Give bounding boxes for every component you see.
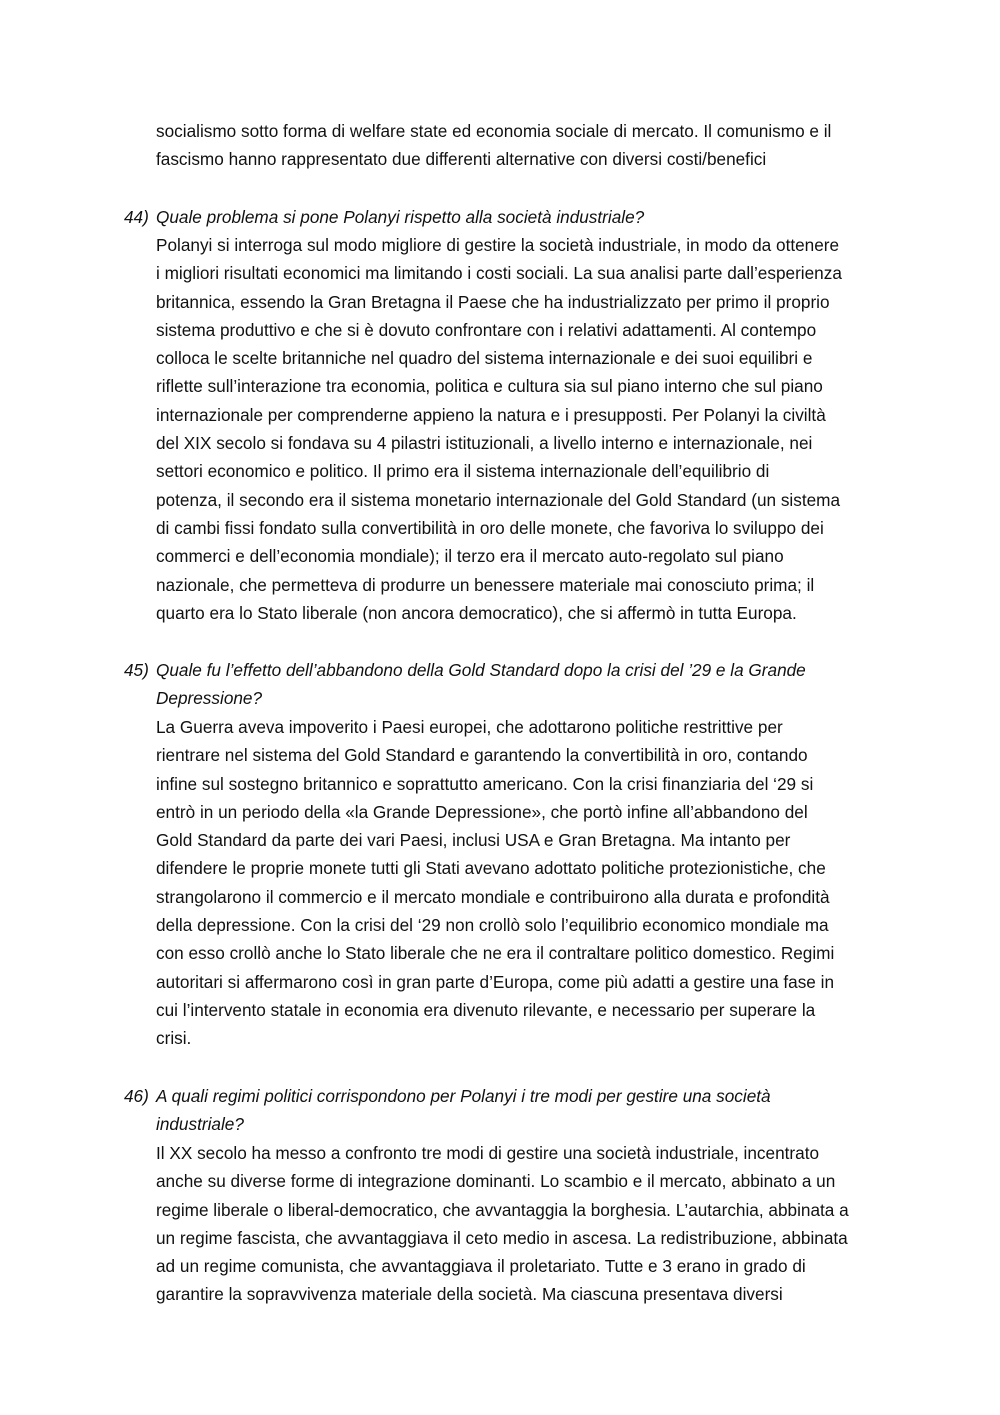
answer-line: internazionale per comprenderne appieno la natura e i presupposti. Per Polanyi la civiltà: [156, 404, 826, 425]
answer-line: crisi.: [156, 1028, 192, 1049]
question-45: [124, 656, 901, 713]
answer-line: riflette sull’interazione tra economia, politica e cultura sia sul piano interno che sul piano: [156, 376, 823, 397]
answer-line: cui l’intervento statale in economia era divenuto rilevante, e necessario per superare la: [156, 999, 816, 1020]
answer-line: Il XX secolo ha messo a confronto tre modi di gestire una società industriale, incentrato: [156, 1143, 820, 1163]
question-number: 46): [124, 1086, 149, 1106]
answer-46: [156, 1139, 901, 1309]
answer-line: di cambi fissi fondato sulla convertibilità in oro delle monete, che favoriva lo sviluppo dei: [156, 517, 824, 538]
answer-45: [156, 713, 901, 1053]
answer-line: regime liberale o liberal-democratico, che avvantaggia la borghesia. L’autarchia, abbinata a: [156, 1199, 849, 1220]
answer-44: [156, 231, 901, 627]
intro-line: socialismo sotto forma di welfare state ed economia sociale di mercato. Il comunismo e il: [156, 121, 832, 141]
answer-line: della depressione. Con la crisi del ‘29 non crollò solo l’equilibrio economico mondiale ma: [156, 915, 829, 936]
answer-line: ad un regime comunista, che avvantaggiava il proletariato. Tutte e 3 erano in grado di: [156, 1256, 806, 1277]
answer-line: del XIX secolo si fondava su 4 pilastri istituzionali, a livello interno e internazionale, nei: [156, 433, 813, 454]
answer-line: La Guerra aveva impoverito i Paesi europei, che adottarono politiche restrittive per: [156, 717, 783, 737]
answer-line: britannica, essendo la Gran Bretagna il Paese che ha industrializzato per primo il proprio: [156, 291, 830, 312]
answer-line: rientrare nel sistema del Gold Standard e garantendo la convertibilità in oro, contando: [156, 745, 808, 766]
answer-line: autoritari si affermarono così in gran parte d’Europa, come più adatti a gestire una fase in: [156, 971, 835, 992]
question-number: 45): [124, 660, 149, 680]
answer-line: quarto era lo Stato liberale (non ancora democratico), che si affermò in tutta Europa.: [156, 602, 797, 623]
question-line: A quali regimi politici corrispondono per Polanyi i tre modi per gestire una società: [156, 1086, 771, 1106]
question-46: [124, 1082, 901, 1139]
answer-line: sistema produttivo e che si è dovuto confrontare con i relativi adattamenti. Al contempo: [156, 319, 817, 340]
intro-line: fascismo hanno rappresentato due differenti alternative con diversi costi/benefici: [156, 149, 767, 170]
answer-line: un regime fascista, che avvantaggiava il ceto medio in ascesa. La redistribuzione, abbinata: [156, 1227, 848, 1248]
question-line: Depressione?: [156, 688, 263, 709]
intro-paragraph: [156, 117, 901, 174]
answer-line: commerci e dell’economia mondiale); il terzo era il mercato auto-regolato sul piano: [156, 546, 784, 567]
answer-line: difendere le proprie monete tutti gli Stati avevano adottato politiche protezionistiche, che: [156, 858, 826, 879]
answer-line: settori economico e politico. Il primo era il sistema internazionale dell’equilibrio di: [156, 461, 770, 482]
answer-line: i migliori risultati economici ma limitando i costi sociali. La sua analisi parte dall’esperienza: [156, 263, 842, 284]
question-line: Quale fu l’effetto dell’abbandono della Gold Standard dopo la crisi del ’29 e la Grande: [156, 660, 806, 680]
question-line: industriale?: [156, 1114, 244, 1135]
answer-line: strangolarono il commercio e il mercato mondiale e contribuirono alla durata e profondità: [156, 886, 830, 907]
answer-line: con esso crollò anche lo Stato liberale che ne era il contraltare politico domestico. Regimi: [156, 943, 835, 964]
question-44: [124, 203, 901, 231]
answer-line: potenza, il secondo era il sistema monetario internazionale del Gold Standard (un sistema: [156, 489, 841, 510]
answer-line: anche su diverse forme di integrazione dominanti. Lo scambio e il mercato, abbinato a un: [156, 1171, 836, 1192]
answer-line: Gold Standard da parte dei vari Paesi, inclusi USA e Gran Bretagna. Ma intanto per: [156, 830, 791, 851]
answer-line: entrò in un periodo della «la Grande Depressione», che portò infine all’abbandono del: [156, 801, 808, 822]
answer-line: Polanyi si interroga sul modo migliore di gestire la società industriale, in modo da ottenere: [156, 235, 840, 255]
answer-line: garantire la sopravvivenza materiale della società. Ma ciascuna presentava diversi: [156, 1284, 783, 1305]
answer-line: infine sul sostegno britannico e soprattutto americano. Con la crisi finanziaria del ‘29 si: [156, 773, 814, 794]
question-number: 44): [124, 207, 149, 227]
question-line: Quale problema si pone Polanyi rispetto alla società industriale?: [156, 207, 645, 227]
answer-line: nazionale, che permetteva di produrre un benessere materiale mai conosciuto prima; il: [156, 574, 815, 595]
answer-line: colloca le scelte britanniche nel quadro del sistema internazionale e dei suoi equilibri e: [156, 348, 813, 369]
